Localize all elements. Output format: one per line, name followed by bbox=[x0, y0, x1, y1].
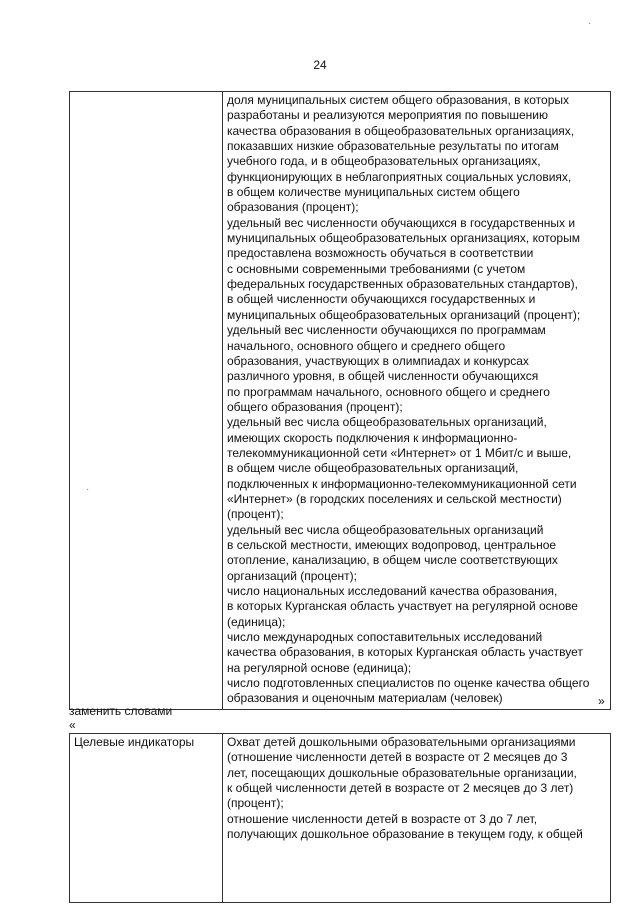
text-line: телекоммуникационной сети «Интернет» от 1 Мбит/с и выше, bbox=[227, 445, 572, 460]
closing-quote: » bbox=[598, 694, 605, 708]
opening-quote: « bbox=[69, 718, 76, 732]
text-line: удельный вес численности обучающихся в государственных и bbox=[227, 215, 576, 230]
text-line: разработаны и реализуются мероприятия по повышению bbox=[227, 108, 549, 123]
text-line: по программам начального, основного общего и среднего bbox=[227, 384, 550, 399]
text-line: подключенных к информационно-телекоммуникационной сети bbox=[227, 476, 577, 491]
text-line: различного уровня, в общей численности обучающихся bbox=[227, 369, 539, 384]
indicators-table-replacement bbox=[69, 733, 611, 903]
text-line: удельный вес числа общеобразовательных организаций bbox=[227, 522, 544, 537]
text-line: удельный вес численности обучающихся по программам bbox=[227, 323, 546, 338]
text-line: учебного года, и в общеобразовательных организациях, bbox=[227, 154, 541, 169]
text-line: начального, основного общего и среднего общего bbox=[227, 338, 506, 353]
table-cell-target-indicators-label: Целевые индикаторы bbox=[70, 734, 223, 903]
table-cell-indicators-text bbox=[223, 92, 611, 710]
text-line: число международных сопоставительных исследований bbox=[227, 630, 543, 645]
text-line: отношение численности детей в возрасте от 3 до 7 лет, bbox=[227, 811, 538, 826]
text-line: (единица); bbox=[227, 614, 286, 629]
text-line: в общей численности обучающихся государственных и bbox=[227, 292, 536, 307]
text-line: муниципальных общеобразовательных организаций (процент); bbox=[227, 307, 581, 322]
text-line: образования (процент); bbox=[227, 200, 359, 215]
text-line: имеющих скорость подключения к информационно- bbox=[227, 430, 518, 445]
scan-dot-mark: · bbox=[86, 484, 90, 495]
text-line: образования, участвующих в олимпиадах и конкурсах bbox=[227, 353, 529, 368]
text-line: число подготовленных специалистов по оценке качества общего bbox=[227, 676, 590, 691]
text-line: к общей численности детей в возрасте от 2 месяцев до 3 лет) bbox=[227, 781, 574, 796]
text-line: удельный вес числа общеобразовательных организаций, bbox=[227, 415, 547, 430]
table-row bbox=[70, 734, 611, 903]
text-line: качества образования, в которых Курганская область участвует bbox=[227, 645, 583, 660]
table-row bbox=[70, 92, 611, 710]
text-line: получающих дошкольное образование в текущем году, к общей bbox=[227, 827, 583, 842]
text-line: в общем числе общеобразовательных организаций, bbox=[227, 461, 519, 476]
text-line: организаций (процент); bbox=[227, 568, 357, 583]
indicators-text-lines bbox=[227, 93, 607, 707]
replacement-text-lines bbox=[227, 735, 607, 842]
text-line: на регулярной основе (единица); bbox=[227, 660, 412, 675]
replace-with-text: заменить словами bbox=[69, 704, 173, 718]
text-line: число национальных исследований качества образования, bbox=[227, 584, 558, 598]
text-line: «Интернет» (в городских поселениях и сельской местности) bbox=[227, 491, 562, 506]
text-line: образования и оценочным материалам (человек) bbox=[227, 691, 503, 706]
table-cell-left-empty bbox=[70, 92, 223, 710]
page-number: 24 bbox=[313, 58, 327, 72]
scan-dot-mark: · bbox=[588, 18, 592, 29]
text-line: отопление, канализацию, в общем числе соответствующих bbox=[227, 553, 558, 568]
text-line: (процент); bbox=[227, 507, 284, 522]
text-line: муниципальных общеобразовательных организациях, которым bbox=[227, 231, 580, 246]
text-line: с основными современными требованиями (с учетом bbox=[227, 261, 526, 276]
text-line: в сельской местности, имеющих водопровод, центральное bbox=[227, 537, 557, 552]
text-line: функционирующих в неблагоприятных социальных условиях, bbox=[227, 169, 572, 184]
text-line: предоставлена возможность обучаться в соответствии bbox=[227, 246, 534, 261]
text-line: (процент); bbox=[227, 796, 284, 811]
text-line: в общем количестве муниципальных систем общего bbox=[227, 185, 520, 200]
text-line: (отношение численности детей в возрасте от 2 месяцев до 3 bbox=[227, 750, 568, 765]
table-cell-replacement-text bbox=[223, 734, 611, 903]
indicators-table-original bbox=[69, 91, 611, 710]
text-line: в которых Курганская область участвует на регулярной основе bbox=[227, 599, 578, 614]
text-line: федеральных государственных образовательных стандартов), bbox=[227, 277, 578, 292]
text-line: показавших низкие образовательные результаты по итогам bbox=[227, 139, 559, 154]
text-line: доля муниципальных систем общего образования, в которых bbox=[227, 93, 569, 107]
text-line: лет, посещающих дошкольные образовательные организации, bbox=[227, 765, 577, 780]
text-line: качества образования в общеобразовательных организациях, bbox=[227, 123, 575, 138]
text-line: Охват детей дошкольными образовательными организациями bbox=[227, 735, 576, 749]
text-line: общего образования (процент); bbox=[227, 399, 403, 414]
